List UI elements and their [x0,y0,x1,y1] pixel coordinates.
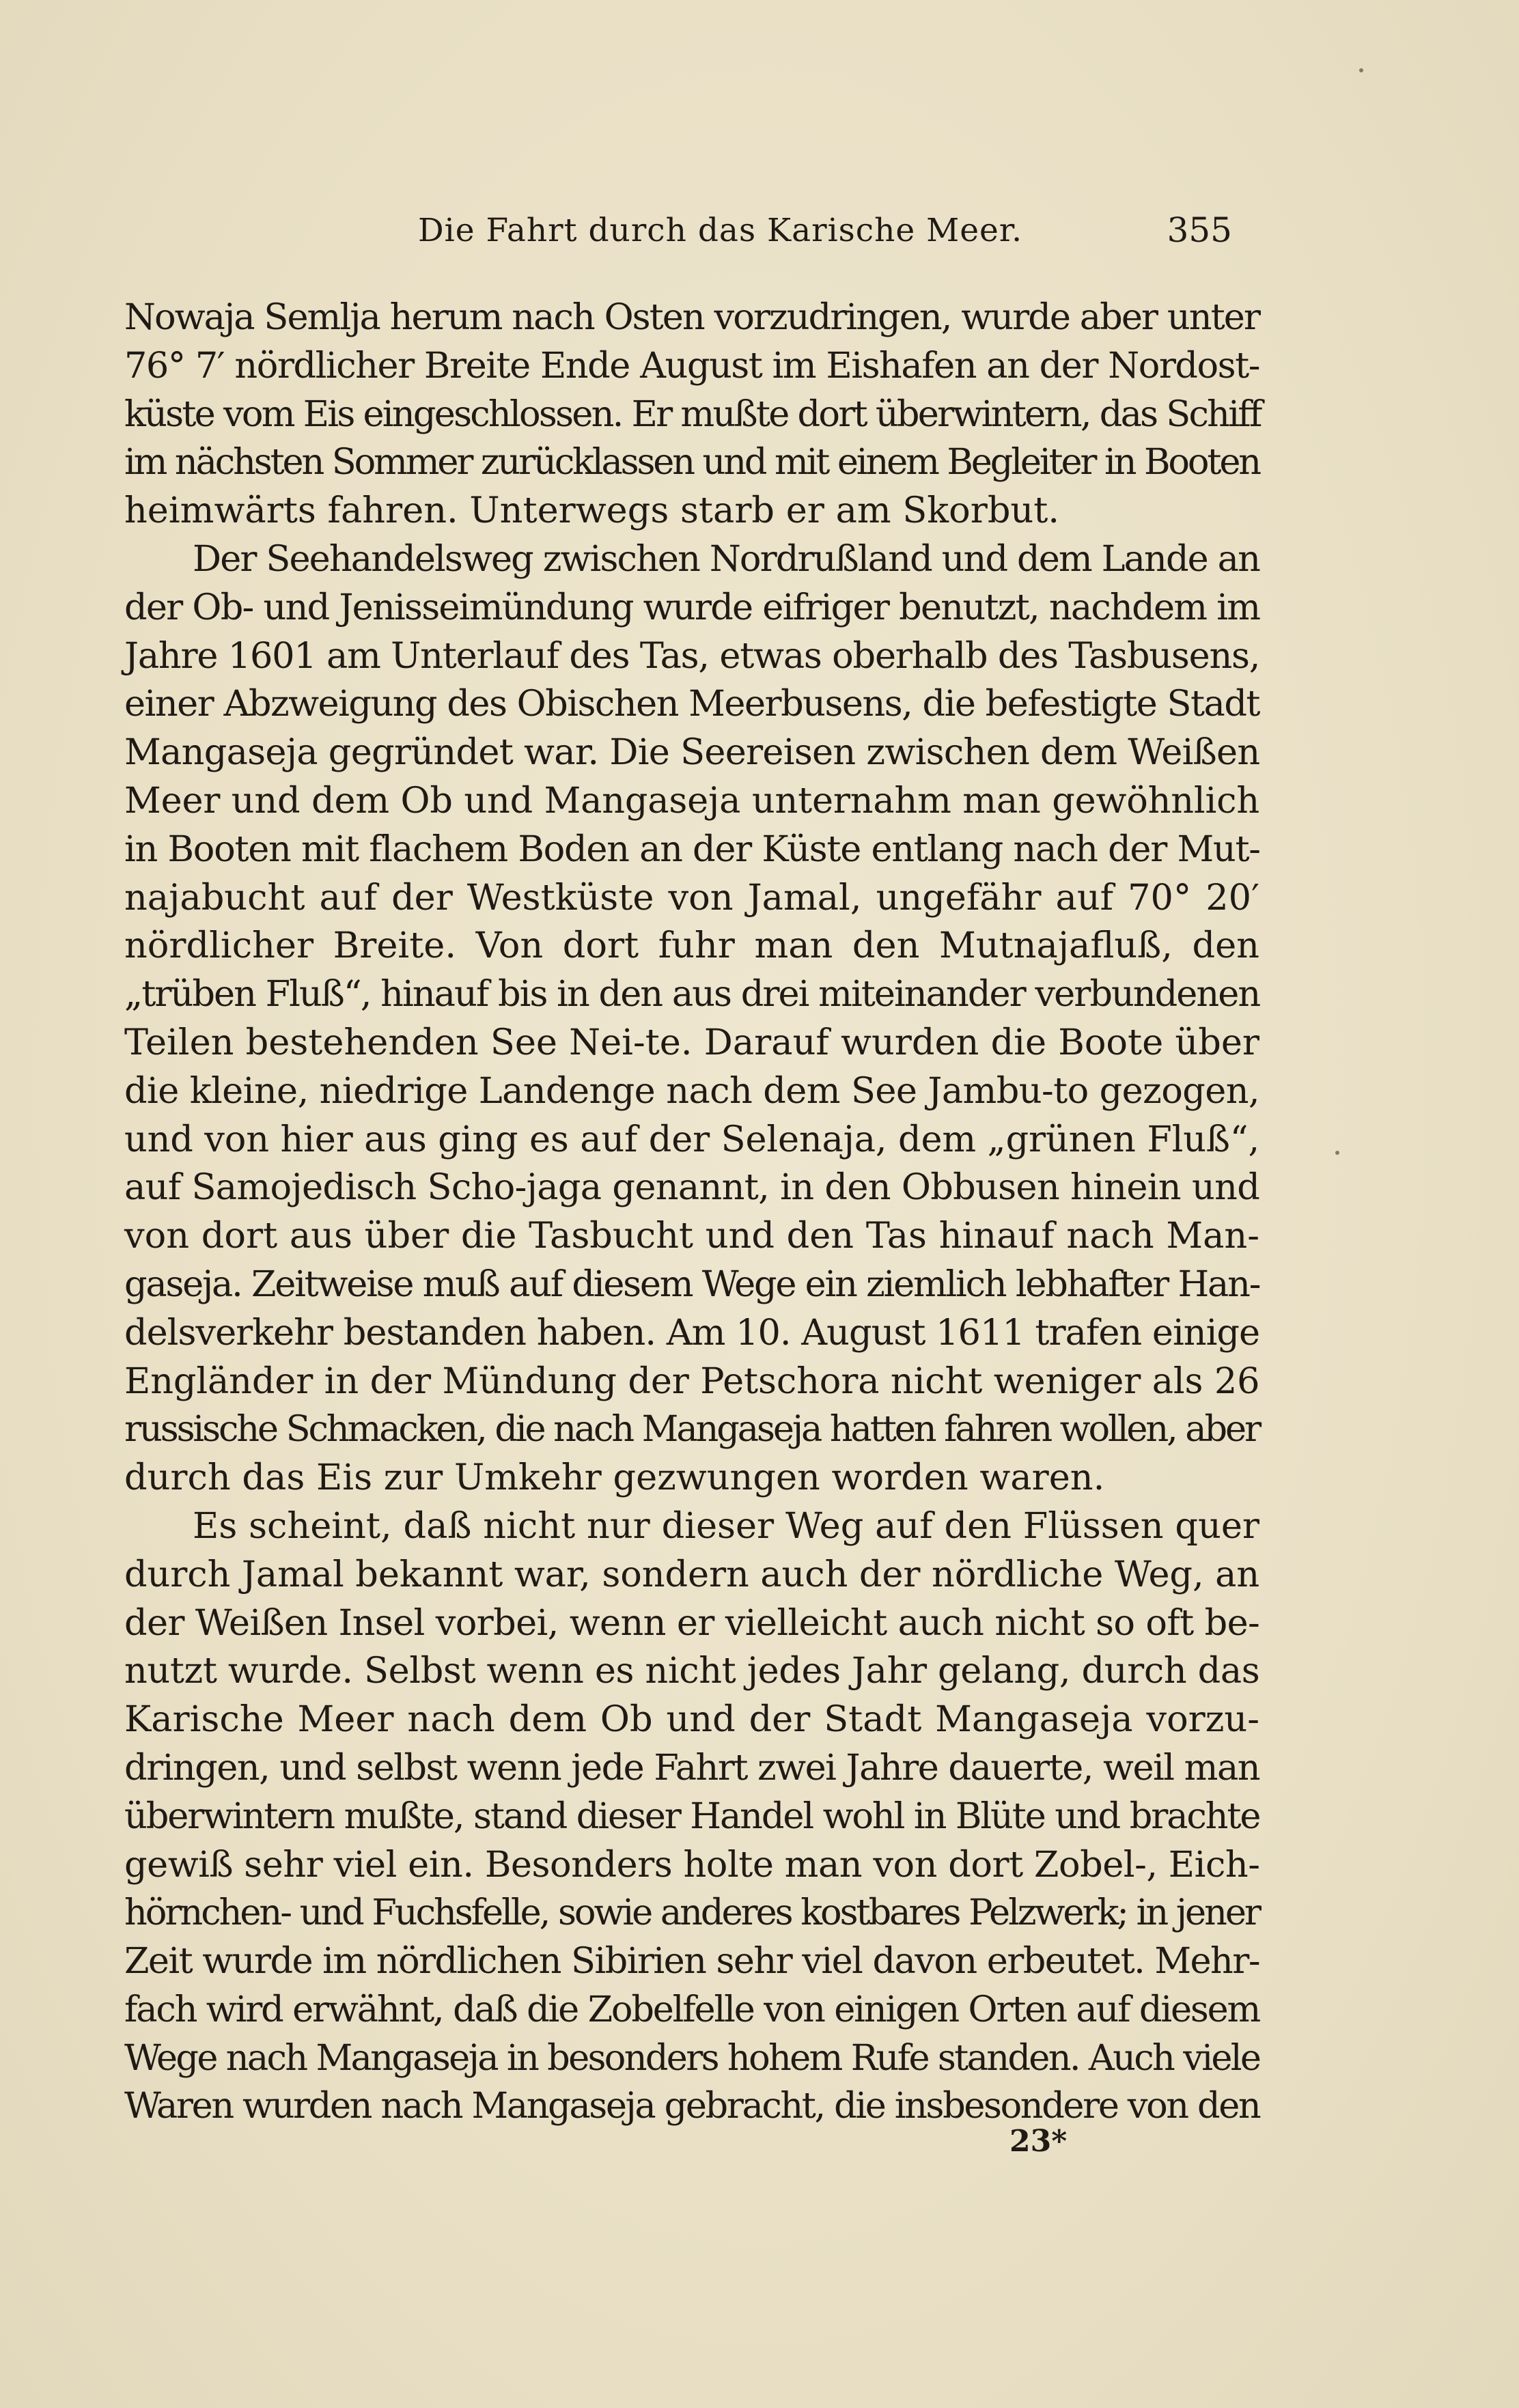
text-line: und von hier aus ging es auf der Selenaja, dem „grünen Fluß“, [124,1118,1259,1160]
text-line: Nowaja Semlja herum nach Osten vorzudringen, wurde aber unter [124,296,1259,338]
text-line: in Booten mit flachem Boden an der Küste entlang nach der Mut- [124,828,1260,870]
text-line: Wege nach Mangaseja in besonders hohem Rufe standen. Auch viele [124,2036,1260,2079]
text-line: Es scheint, daß nicht nur dieser Weg auf den Flüssen quer [193,1504,1259,1547]
text-line: heimwärts fahren. Unterwegs starb er am Skorbut. [124,490,1060,532]
signature-mark: 23* [1009,2124,1068,2159]
text-line: Teilen bestehenden See Nei-te. Darauf wurden die Boote über [124,1021,1259,1063]
text-line: im nächsten Sommer zurücklassen und mit einem Begleiter in Booten [124,441,1259,484]
text-line: einer Abzweigung des Obischen Meerbusens, die befestigte Stadt [124,683,1259,725]
text-line: Der Seehandelsweg zwischen Nordrußland und dem Lande an [193,537,1259,580]
paragraph [124,1502,1259,2131]
text-line: durch Jamal bekannt war, sondern auch der nördliche Weg, an [124,1553,1260,1595]
running-title: Die Fahrt durch das Karische Meer. [418,212,1023,249]
text-line: najabucht auf der Westküste von Jamal, ungefähr auf 70° 20′ [124,876,1259,919]
text-line: gaseja. Zeitweise muß auf diesem Wege ein ziemlich lebhafter Han- [124,1263,1260,1305]
paper-speck [1359,68,1363,72]
paragraph [124,294,1259,535]
text-line: Meer und dem Ob und Mangaseja unternahm man gewöhnlich [124,779,1259,822]
text-line: gewiß sehr viel ein. Besonders holte man von dort Zobel-, Eich- [124,1843,1260,1886]
text-line: durch das Eis zur Umkehr gezwungen worden waren. [124,1457,1105,1499]
text-line: 76° 7′ nördlicher Breite Ende August im Eishafen an der Nordost- [124,344,1259,387]
page-header [124,205,1232,266]
text-line: nutzt wurde. Selbst wenn es nicht jedes Jahr gelang, durch das [124,1650,1260,1692]
text-line: Waren wurden nach Mangaseja gebracht, die insbesondere von den [124,2085,1260,2127]
text-line: „trüben Fluß“, hinauf bis in den aus drei miteinander verbundenen [124,973,1260,1016]
text-line: von dort aus über die Tasbucht und den Tas hinauf nach Man- [124,1215,1259,1257]
text-line: fach wird erwähnt, daß die Zobelfelle von einigen Orten auf diesem [124,1988,1260,2030]
paper-speck [1335,1151,1339,1155]
text-line: Karische Meer nach dem Ob und der Stadt Mangaseja vorzu- [124,1698,1259,1741]
page-number: 355 [1167,210,1232,250]
text-line: Jahre 1601 am Unterlauf des Tas, etwas oberhalb des Tasbusens, [124,634,1260,677]
text-line: hörnchen- und Fuchsfelle, sowie anderes kostbares Pelzwerk; in jener [124,1892,1259,1934]
text-line: Mangaseja gegründet war. Die Seereisen zwischen dem Weißen [124,731,1260,774]
text-line: Engländer in der Mündung der Petschora nicht weniger als 26 [124,1360,1260,1402]
paragraph [124,535,1259,1502]
text-line: der Ob- und Jenisseimündung wurde eifriger benutzt, nachdem im [124,586,1260,628]
text-line: die kleine, niedrige Landenge nach dem See Jambu-to gezogen, [124,1069,1259,1112]
text-line: russische Schmacken, die nach Mangaseja hatten fahren wollen, aber [124,1408,1260,1451]
text-line: nördlicher Breite. Von dort fuhr man den Mutnajafluß, den [124,925,1259,967]
text-line: küste vom Eis eingeschlossen. Er mußte dort überwintern, das Schiff [124,393,1261,435]
text-line: dringen, und selbst wenn jede Fahrt zwei Jahre dauerte, weil man [124,1746,1259,1789]
body-text [124,294,1259,2131]
text-line: Zeit wurde im nördlichen Sibirien sehr viel davon erbeutet. Mehr- [124,1940,1259,1983]
text-line: der Weißen Insel vorbei, wenn er vielleicht auch nicht so oft be- [124,1601,1260,1644]
text-line: delsverkehr bestanden haben. Am 10. August 1611 trafen einige [124,1311,1260,1354]
text-line: auf Samojedisch Scho-jaga genannt, in den Obbusen hinein und [124,1166,1260,1209]
text-line: überwintern mußte, stand dieser Handel wohl in Blüte und brachte [124,1795,1260,1837]
